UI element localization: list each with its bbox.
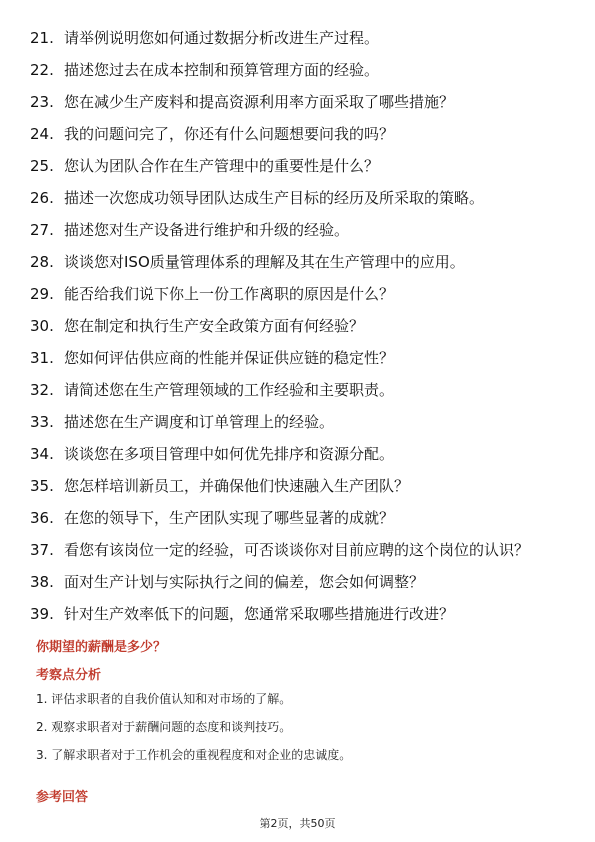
question-text: 请简述您在生产管理领域的工作经验和主要职责。 xyxy=(64,381,395,399)
question-item xyxy=(30,603,570,626)
question-item xyxy=(30,411,570,434)
question-item xyxy=(30,507,570,530)
question-number: 33. xyxy=(30,413,54,431)
analysis-title: 考察点分析 xyxy=(36,668,102,683)
question-text: 您如何评估供应商的性能并保证供应链的稳定性？ xyxy=(64,349,395,367)
question-number: 32. xyxy=(30,381,54,399)
question-item xyxy=(30,539,570,562)
question-item xyxy=(30,347,570,370)
question-text: 在您的领导下，生产团队实现了哪些显著的成就？ xyxy=(64,509,395,527)
analysis-item: 2. 观察求职者对于薪酬问题的态度和谈判技巧。 xyxy=(36,720,292,734)
question-item xyxy=(30,443,570,466)
question-text: 看您有该岗位一定的经验，可否谈谈你对目前应聘的这个岗位的认识？ xyxy=(64,541,530,559)
question-list xyxy=(30,27,570,635)
question-number: 35. xyxy=(30,477,54,495)
question-text: 面对生产计划与实际执行之间的偏差，您会如何调整？ xyxy=(64,573,425,591)
question-text: 您在减少生产废料和提高资源利用率方面采取了哪些措施？ xyxy=(64,93,455,111)
question-item xyxy=(30,187,570,210)
page-footer: 第2页，共50页 xyxy=(259,817,336,830)
question-number: 37. xyxy=(30,541,54,559)
question-text: 您在制定和执行生产安全政策方面有何经验？ xyxy=(64,317,365,335)
question-text: 谈谈您对ISO质量管理体系的理解及其在生产管理中的应用。 xyxy=(64,253,465,271)
question-number: 22. xyxy=(30,61,54,79)
question-number: 38. xyxy=(30,573,54,591)
question-number: 21. xyxy=(30,29,54,47)
question-text: 描述您在生产调度和订单管理上的经验。 xyxy=(64,413,335,431)
question-text: 您怎样培训新员工，并确保他们快速融入生产团队？ xyxy=(64,477,410,495)
question-number: 27. xyxy=(30,221,54,239)
question-item xyxy=(30,315,570,338)
question-number: 24. xyxy=(30,125,54,143)
question-number: 36. xyxy=(30,509,54,527)
question-number: 25. xyxy=(30,157,54,175)
question-item xyxy=(30,251,570,274)
question-item xyxy=(30,155,570,178)
question-text: 描述您对生产设备进行维护和升级的经验。 xyxy=(64,221,350,239)
question-text: 针对生产效率低下的问题，您通常采取哪些措施进行改进？ xyxy=(64,605,455,623)
question-number: 23. xyxy=(30,93,54,111)
analysis-item: 1. 评估求职者的自我价值认知和对市场的了解。 xyxy=(36,692,292,706)
question-text: 您认为团队合作在生产管理中的重要性是什么？ xyxy=(64,157,380,175)
question-text: 请举例说明您如何通过数据分析改进生产过程。 xyxy=(64,29,380,47)
question-item xyxy=(30,219,570,242)
question-item xyxy=(30,123,570,146)
analysis-list xyxy=(36,690,566,774)
question-number: 30. xyxy=(30,317,54,335)
section-title: 你期望的薪酬是多少？ xyxy=(36,640,167,655)
question-text: 能否给我们说下你上一份工作离职的原因是什么？ xyxy=(64,285,395,303)
question-item xyxy=(30,59,570,82)
question-number: 28. xyxy=(30,253,54,271)
question-text: 谈谈您在多项目管理中如何优先排序和资源分配。 xyxy=(64,445,395,463)
question-item xyxy=(30,379,570,402)
question-number: 29. xyxy=(30,285,54,303)
question-number: 31. xyxy=(30,349,54,367)
question-item xyxy=(30,475,570,498)
question-number: 39. xyxy=(30,605,54,623)
question-text: 描述您过去在成本控制和预算管理方面的经验。 xyxy=(64,61,380,79)
question-item xyxy=(30,27,570,50)
question-item xyxy=(30,283,570,306)
question-text: 描述一次您成功领导团队达成生产目标的经历及所采取的策略。 xyxy=(64,189,485,207)
question-text: 我的问题问完了，你还有什么问题想要问我的吗？ xyxy=(64,125,395,143)
question-number: 34. xyxy=(30,445,54,463)
question-item xyxy=(30,571,570,594)
analysis-item: 3. 了解求职者对于工作机会的重视程度和对企业的忠诚度。 xyxy=(36,748,352,762)
question-number: 26. xyxy=(30,189,54,207)
answer-title: 参考回答 xyxy=(36,790,89,805)
question-item xyxy=(30,91,570,114)
